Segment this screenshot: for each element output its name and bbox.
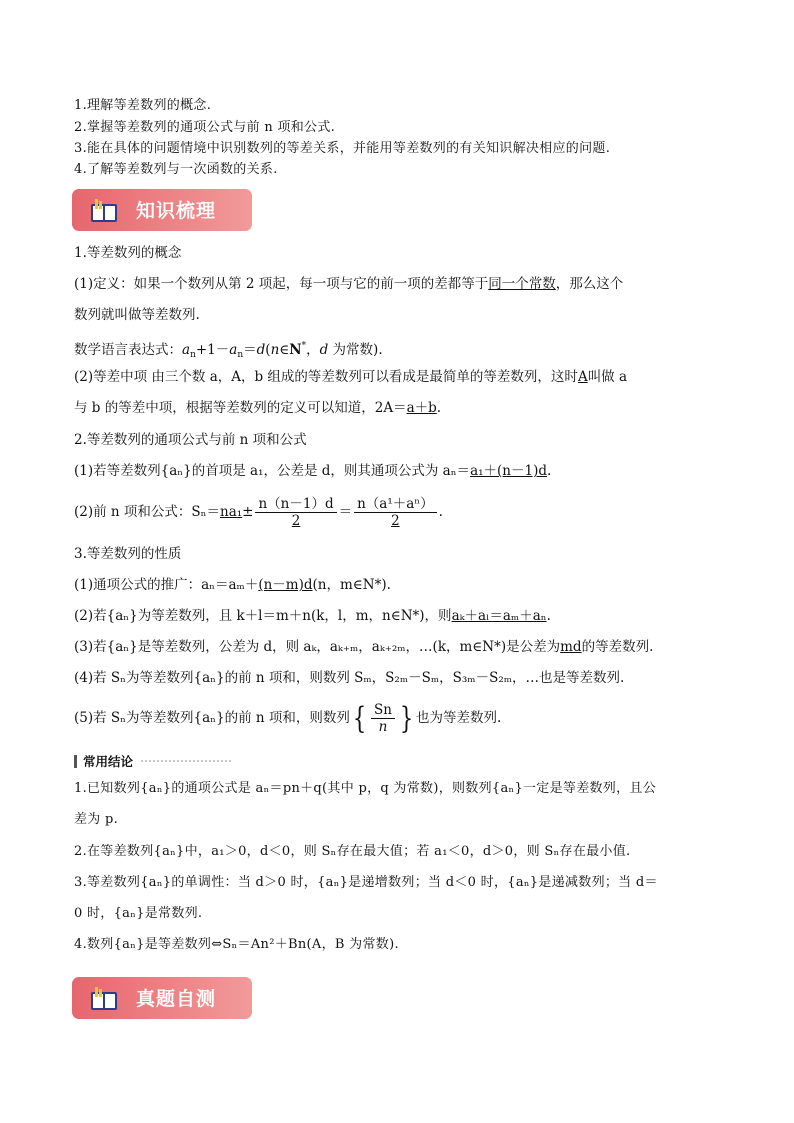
- sec1-middle-term-cont: 与 b 的等差中项，根据等差数列的定义可以知道，2A＝a＋b.: [74, 400, 442, 416]
- sec2-general-term: (1)若等差数列{aₙ}的首项是 a₁，公差是 d，则其通项公式为 aₙ＝a₁＋(n－1)d.: [74, 463, 552, 479]
- goal-2: 2.掌握等差数列的通项公式与前 n 项和公式.: [74, 120, 336, 135]
- dotted-divider: [141, 760, 231, 762]
- conclusions-heading: 常用结论: [74, 752, 231, 770]
- exam-banner: [72, 977, 252, 1019]
- goal-4: 4.了解等差数列与一次函数的关系.: [74, 162, 278, 177]
- exam-banner-title: 真题自测: [136, 988, 217, 1010]
- knowledge-banner: [72, 189, 252, 231]
- sec3-heading: 3.等差数列的性质: [74, 546, 182, 562]
- goal-1: 1.理解等差数列的概念.: [74, 98, 212, 113]
- sec3-property-4: (4)若 Sₙ为等差数列{aₙ}的前 n 项和，则数列 Sₘ，S₂ₘ－Sₘ，S₃ₘ－S₂ₘ，…也是等差数列.: [74, 670, 625, 686]
- sec3-property-2: (2)若{aₙ}为等差数列，且 k＋l＝m＋n(k，l，m，n∈N*)，则aₖ＋aₗ＝aₘ＋aₙ.: [74, 608, 551, 624]
- fraction: $\frac{Sn}{n}$: [371, 702, 395, 735]
- conclusion-1: 1.已知数列{aₙ}的通项公式是 aₙ＝pn＋q(其中 p，q 为常数)，则数列{aₙ}一定是等差数列，且公: [74, 781, 657, 796]
- sec1-definition: (1)定义：如果一个数列从第 2 项起，每一项与它的前一项的差都等于同一个常数，那么这个: [74, 276, 624, 292]
- sec3-property-1: (1)通项公式的推广：aₙ＝aₘ＋(n－m)d(n，m∈N*).: [74, 577, 391, 593]
- goal-3: 3.能在具体的问题情境中识别数列的等差关系，并能用等差数列的有关知识解决相应的问题.: [74, 141, 611, 156]
- fraction: $\frac{n(n-1)d}{2}$: [255, 496, 336, 529]
- sec1-definition-cont: 数列就叫做等差数列.: [74, 307, 200, 323]
- sec1-middle-term: (2)等差中项 由三个数 a，A，b 组成的等差数列可以看成是最简单的等差数列，这时A叫做 a: [74, 369, 628, 385]
- sec3-property-5: (5)若 Sₙ为等差数列{aₙ}的前 n 项和，则数列{ $\frac{Sn}{n}$ } 也为等差数列.: [74, 700, 502, 736]
- conclusion-3-cont: 0 时，{aₙ}是常数列.: [74, 906, 203, 921]
- book-icon: [90, 986, 118, 1012]
- sec2-sum-formula: (2)前 n 项和公式：Sₙ＝na₁± $\frac{n(n-1)d}{2}$ ＝ $\frac{\text{n（a¹＋aⁿ）}}{2}$ .: [74, 496, 443, 529]
- sec3-property-3: (3)若{aₙ}是等差数列，公差为 d，则 aₖ，aₖ₊ₘ，aₖ₊₂ₘ，…(k，m∈N*)是公差为md的等差数列.: [74, 639, 654, 655]
- knowledge-banner-title: 知识梳理: [136, 200, 217, 222]
- sec1-heading: 1.等差数列的概念: [74, 245, 182, 261]
- conclusion-4: 4.数列{aₙ}是等差数列⇔Sₙ＝An²＋Bn(A，B 为常数).: [74, 937, 399, 952]
- conclusion-2: 2.在等差数列{aₙ}中，a₁＞0，d＜0，则 Sₙ存在最大值；若 a₁＜0，d＞0，则 Sₙ存在最小值.: [74, 844, 631, 859]
- heading-bar: [74, 755, 77, 768]
- fraction: $\frac{\text{n（a¹＋aⁿ）}}{2}$: [354, 496, 437, 529]
- conclusion-1-cont: 差为 p.: [74, 812, 119, 827]
- sec2-heading: 2.等差数列的通项公式与前 n 项和公式: [74, 432, 307, 448]
- book-icon: [90, 198, 118, 224]
- conclusion-3: 3.等差数列{aₙ}的单调性：当 d＞0 时，{aₙ}是递增数列；当 d＜0 时，{aₙ}是递减数列；当 d＝: [74, 875, 658, 890]
- sec1-expression: 数学语言表达式：$a_n+1-a_n=d(n\in N^*$，d 为常数).: [74, 341, 383, 360]
